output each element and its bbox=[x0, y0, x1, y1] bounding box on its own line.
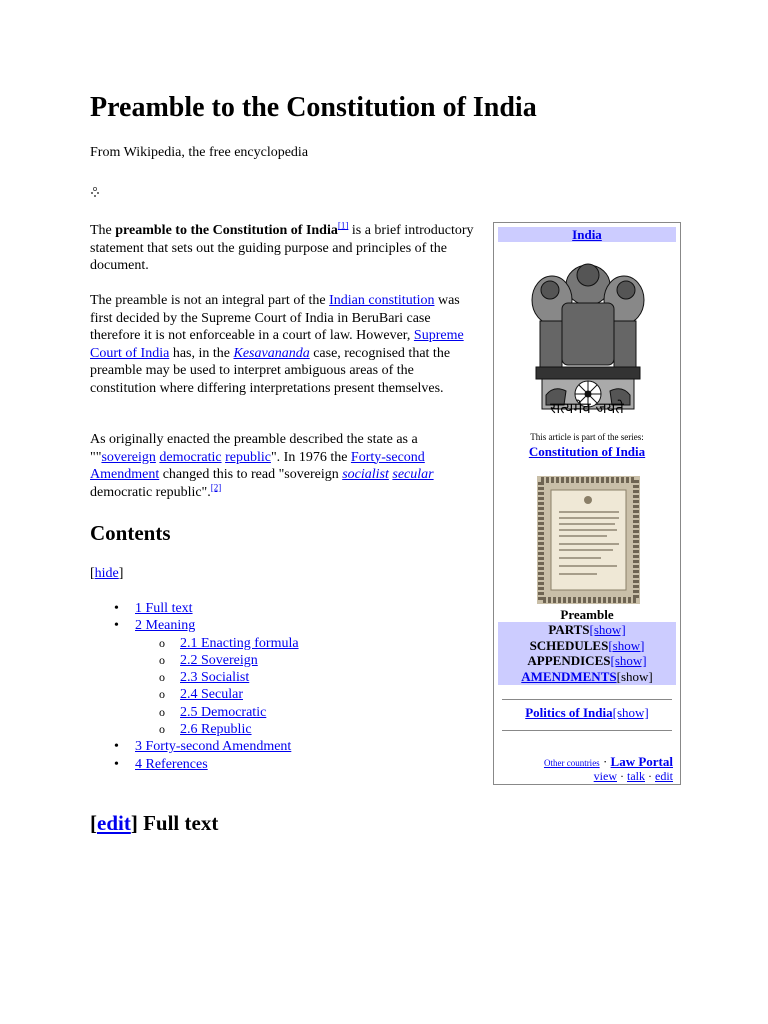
link-kesavananda[interactable] bbox=[233, 346, 309, 361]
bracket: [ bbox=[90, 566, 95, 581]
politics-of-india-link[interactable]: Politics of India bbox=[525, 705, 613, 720]
infobox bbox=[493, 222, 681, 785]
nav-label: SCHEDULES bbox=[529, 637, 609, 653]
link-supreme-court[interactable]: Supreme Court of India bbox=[90, 328, 464, 361]
contents-heading: Contents bbox=[90, 521, 171, 545]
separator: · bbox=[599, 754, 611, 769]
p2-text: The preamble is not an integral part of the bbox=[90, 293, 330, 308]
toc-item bbox=[90, 652, 299, 669]
paragraph-2 bbox=[90, 292, 475, 397]
separator: · bbox=[645, 769, 655, 783]
toc-item bbox=[90, 756, 299, 773]
toc-link[interactable]: 2 Meaning bbox=[135, 618, 196, 634]
p1-text: The bbox=[90, 223, 116, 238]
toc-link[interactable]: 2.6 Republic bbox=[180, 722, 252, 738]
divider bbox=[502, 699, 672, 700]
p2-text: case, recognised that the preamble may be used to interpret ambiguous areas of the constitution where differing interpretations present themselves. bbox=[90, 345, 451, 396]
show-toggle[interactable]: [show] bbox=[610, 653, 647, 668]
toc-item bbox=[90, 686, 299, 703]
nav-row-appendices bbox=[498, 653, 676, 669]
secular-label: secular bbox=[392, 467, 434, 482]
show-toggle[interactable]: [show] bbox=[608, 637, 645, 653]
ref-link-2[interactable]: [2] bbox=[210, 481, 222, 492]
intro-paragraph bbox=[90, 222, 475, 275]
toc-item bbox=[90, 617, 299, 634]
bracket: ] bbox=[118, 566, 124, 581]
toc-link[interactable]: 2.4 Secular bbox=[180, 687, 243, 703]
separator: · bbox=[617, 769, 627, 783]
ref-link-1[interactable]: [1] bbox=[337, 220, 349, 231]
link-forty-second-amendment[interactable]: Forty-second Amendment bbox=[90, 449, 425, 482]
constitution-series-link[interactable]: Constitution of India bbox=[528, 444, 646, 459]
toc-item bbox=[90, 738, 299, 755]
page-title: Preamble to the Constitution of India bbox=[90, 92, 537, 123]
paragraph-3 bbox=[90, 431, 475, 501]
link-republic[interactable]: republic bbox=[225, 449, 271, 465]
show-toggle[interactable]: [show] bbox=[616, 668, 653, 684]
nav-label: APPENDICES bbox=[527, 653, 611, 668]
emblem-motto: सत्यमेव जयते bbox=[550, 399, 624, 417]
link-indian-constitution[interactable]: Indian constitution bbox=[329, 293, 435, 308]
nav-label: PARTS bbox=[548, 622, 590, 637]
template-links bbox=[594, 768, 673, 786]
divider bbox=[502, 730, 672, 731]
page-subtitle: From Wikipedia, the free encyclopedia bbox=[90, 145, 309, 160]
infobox-header bbox=[498, 227, 676, 242]
toc-link[interactable]: 2.3 Socialist bbox=[180, 670, 250, 686]
toc-link[interactable]: 4 References bbox=[135, 756, 208, 772]
link-socialist[interactable] bbox=[342, 467, 389, 482]
p1-bold: preamble to the Constitution of India bbox=[115, 223, 338, 238]
link-secular[interactable] bbox=[392, 467, 433, 482]
p3-text: changed this to read "sovereign bbox=[159, 467, 343, 482]
series-link-wrap bbox=[494, 443, 680, 461]
toc-toggle bbox=[90, 565, 123, 583]
p2-text: was first decided by the Supreme Court of India in BeruBari case therefore it is not enforceable in a court of law. However, bbox=[90, 293, 460, 343]
view-link[interactable]: view bbox=[593, 769, 617, 783]
p3-text: democratic republic". bbox=[90, 484, 211, 500]
politics-row bbox=[494, 704, 680, 722]
infobox-india-link[interactable]: India bbox=[572, 227, 602, 242]
toc-item bbox=[90, 669, 299, 686]
link-democratic[interactable]: democratic bbox=[159, 449, 222, 465]
show-toggle[interactable]: [show] bbox=[589, 622, 626, 637]
talk-link[interactable]: talk bbox=[627, 769, 645, 783]
bracket: [ bbox=[90, 811, 97, 835]
link-sovereign[interactable]: sovereign bbox=[101, 449, 156, 465]
series-note: This article is part of the series: bbox=[530, 432, 644, 442]
section-heading-full-text bbox=[90, 810, 218, 836]
p3-text: ". In 1976 the bbox=[270, 449, 351, 465]
toc-item bbox=[90, 600, 299, 617]
toc-link[interactable]: 3 Forty-second Amendment bbox=[135, 739, 292, 755]
show-toggle-wrap bbox=[617, 669, 653, 684]
nav-row-amendments bbox=[498, 669, 676, 685]
toc-item bbox=[90, 635, 299, 652]
edit-link[interactable]: edit bbox=[655, 769, 673, 783]
toc-item bbox=[90, 704, 299, 721]
toc-hide-link[interactable]: hide bbox=[94, 566, 119, 581]
p2-text: has, in the bbox=[169, 345, 234, 361]
toc-link[interactable]: 1 Full text bbox=[135, 601, 193, 616]
kesavananda-label: Kesavananda bbox=[233, 345, 310, 361]
other-countries-link[interactable]: Other countries bbox=[543, 758, 600, 768]
show-toggle[interactable]: [show] bbox=[612, 705, 649, 720]
bracket: ] bbox=[130, 811, 138, 835]
nav-row-parts bbox=[498, 622, 676, 638]
toc-list bbox=[90, 600, 299, 773]
section-edit-link[interactable]: edit bbox=[97, 811, 131, 835]
broken-image-icon bbox=[90, 186, 100, 198]
toc-link[interactable]: 2.5 Democratic bbox=[180, 704, 267, 720]
toc-link[interactable]: 2.2 Sovereign bbox=[180, 652, 258, 668]
law-portal-link[interactable]: Law Portal bbox=[610, 754, 673, 769]
p3-text: As originally enacted the preamble described the state as a "" bbox=[90, 432, 418, 465]
toc-link[interactable]: 2.1 Enacting formula bbox=[180, 635, 299, 651]
preamble-label: Preamble bbox=[560, 607, 614, 622]
toc-item bbox=[90, 721, 299, 738]
socialist-label: socialist bbox=[342, 467, 389, 482]
infobox-nav bbox=[498, 622, 676, 685]
nav-row-schedules bbox=[498, 638, 676, 654]
section-title: Full text bbox=[137, 811, 219, 835]
amendments-link[interactable]: AMENDMENTS bbox=[521, 668, 617, 684]
p1-text: is a brief introductory statement that sets out the guiding purpose and principles of the document. bbox=[90, 223, 474, 273]
constitution-document-image bbox=[537, 476, 640, 604]
